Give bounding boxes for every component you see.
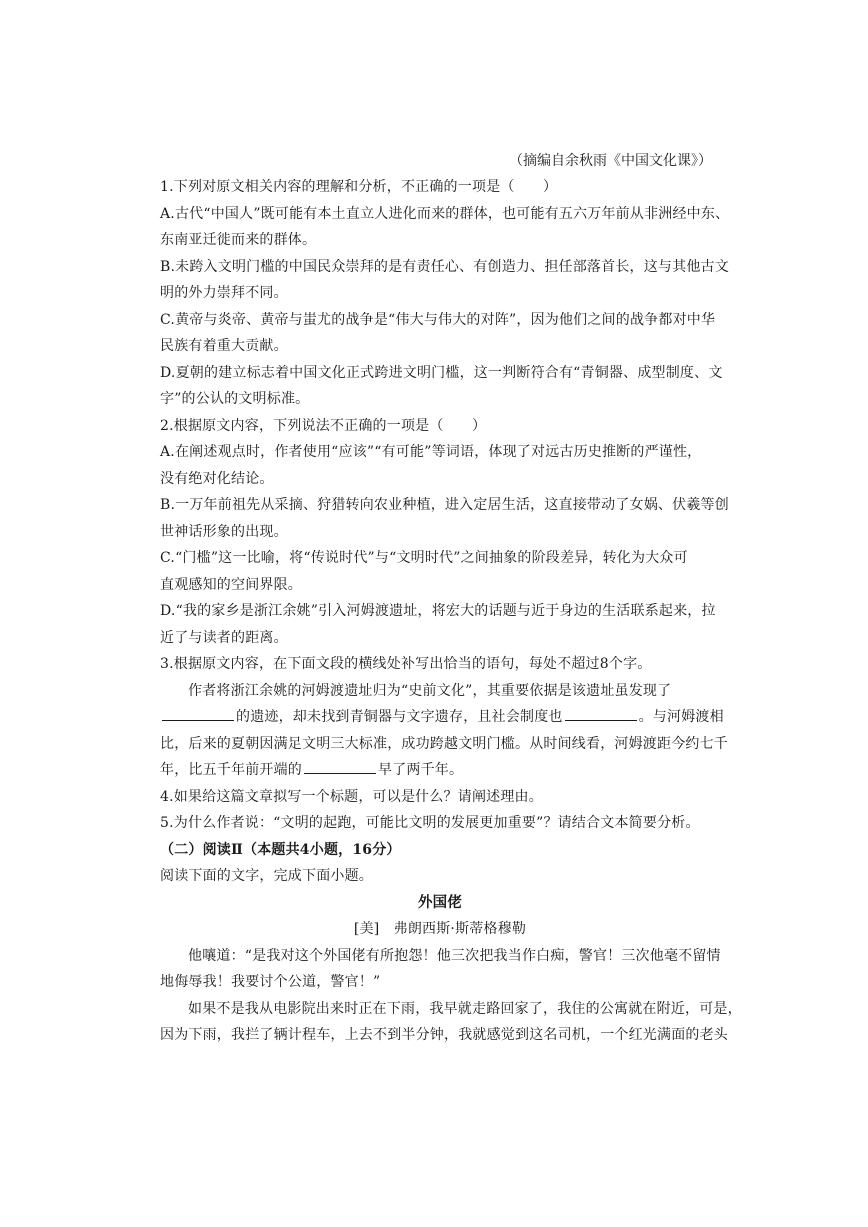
option-b: B.一万年前祖先从采摘、狩猎转向农业种植，进入定居生活，这直接带动了女娲、伏羲等创 [160,497,729,513]
question-stem: 1.下列对原文相关内容的理解和分析，不正确的一项是（ ） [160,179,558,195]
option-a-cont: 东南亚迁徙而来的群体。 [160,232,317,248]
option-c: C.“门槛”这一比喻，将“传说时代”与“文明时代”之间抽象的阶段差异，转化为大众可 [160,550,688,566]
fill-paragraph-line: 作者将浙江余姚的河姆渡遗址归为“史前文化”，其重要依据是该遗址虽发现了 [188,682,672,699]
question-4: 4.如果给这篇文章拟写一个标题，可以是什么？请阐述理由。 [160,788,543,805]
option-c-cont: 直观感知的空间界限。 [160,576,302,593]
question-stem: 3.根据原文内容，在下面文段的横线处补写出恰当的语句，每处不超过8个字。 [160,656,652,672]
option-c: C.黄帝与炎帝、黄帝与蚩尤的战争是“伟大与伟大的对阵”，因为他们之间的战争都对中华 [160,311,716,328]
document-page [160,148,742,1049]
question-3 [160,651,728,784]
fill-paragraph-line: 比，后来的夏朝因满足文明三大标准，成功跨越文明门槛。从时间线看，河姆渡距今约七千 [160,735,728,752]
reading-section-2 [160,837,742,1049]
story-paragraph: 他嚷道：“是我对这个外国佬有所抱怨！他三次把我当作白痴，警官！三次他毫不留情 [188,947,721,964]
option-d: D.夏朝的建立标志着中国文化正式跨进文明门槛，这一判断符合有“青铜器、成型制度、文 [160,364,723,381]
option-b-cont: 世神话形象的出现。 [160,523,288,540]
option-b-cont: 明的外力崇拜不同。 [160,285,288,301]
section-heading: （二）阅读Ⅱ（本题共4小题，16分） [160,841,401,858]
answer-blank[interactable] [162,708,234,721]
option-c-cont: 民族有着重大贡献。 [160,338,288,354]
option-d-cont: 近了与读者的距离。 [160,629,288,646]
option-d-cont: 字”的公认的文明标准。 [160,391,310,407]
fill-text: 早了两千年。 [378,762,464,778]
section-instruction: 阅读下面的文字，完成下面小题。 [160,868,373,884]
story-paragraph: 如果不是我从电影院出来时正在下雨，我早就走路回家了，我住的公寓就在附近，可是， [188,1000,742,1017]
fill-text: 。与河姆渡相 [638,709,724,725]
option-d: D.“我的家乡是浙江余姚”引入河姆渡遗址，将宏大的话题与近于身边的生活联系起来，拉 [160,603,716,619]
answer-blank[interactable] [565,708,637,721]
fill-paragraph-line [160,704,724,731]
answer-blank[interactable] [304,761,376,774]
story-title: 外国佬 [417,893,463,911]
option-a: A.古代“中国人”既可能有本土直立人进化而来的群体，也可能有五六万年前从非洲经中东、 [160,205,730,222]
fill-text: 的遗迹，却未找到青铜器与文字遗存，且社会制度也 [236,709,563,725]
question-2 [160,413,729,652]
question-1 [160,174,730,413]
story-paragraph-cont: 因为下雨，我拦了辆计程车，上去不到半分钟，我就感觉到这名司机，一个红光满面的老头 [160,1027,728,1043]
story-author: [美] 弗朗西斯·斯蒂格穆勒 [353,921,527,937]
fill-paragraph-line [160,757,720,784]
fill-text: 年，比五千年前开端的 [160,762,302,778]
option-a-cont: 没有绝对化结论。 [160,470,274,487]
option-a: A.在阐述观点时，作者使用“应该”“有可能”等词语，体现了对远古历史推断的严谨性， [160,444,702,460]
story-paragraph-cont: 地侮辱我！我要讨个公道，警官！” [160,974,381,990]
question-stem: 2.根据原文内容，下列说法不正确的一项是（ ） [160,417,487,434]
question-5: 5.为什么作者说：“文明的起跑，可能比文明的发展更加重要”？请结合文本简要分析。 [160,815,700,831]
source-citation: （摘编自余秋雨《中国文化课》） [509,153,712,169]
option-b: B.未跨入文明门槛的中国民众崇拜的是有责任心、有创造力、担任部落首长，这与其他古文 [160,258,729,275]
